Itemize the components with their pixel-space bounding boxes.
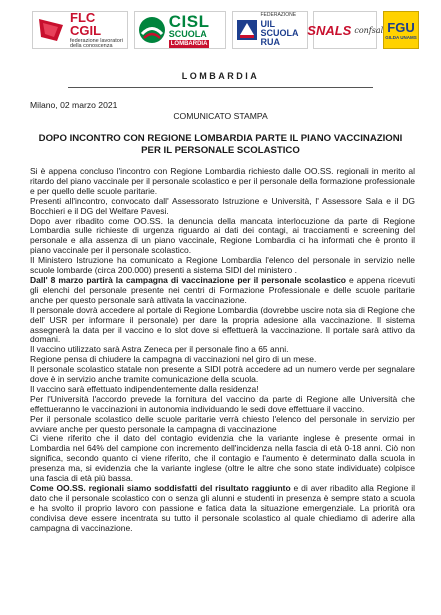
headline: [26, 133, 415, 156]
snals-logo: [307, 11, 384, 49]
paragraph: Il personale scolastico statale non presente a SIDI potrà accedere ad un numero verde per segnalare dove è in servizio anche tramite comunicazione della scuola.: [30, 364, 415, 385]
uil-shield-icon: [236, 19, 258, 41]
paragraph: Il personale dovrà accedere al portale di Regione Lombardia (dovrebbe uscire nota sia di Regione che dell' USR per informare il personale) per dare la propria adesione alla vaccinazione. Il sistema assegnerà la data per il vaccino e lo slot dove si effettuerà la vaccinazione. Il portale sarà attivo da domani.: [30, 304, 415, 345]
headline-line-2: PER IL PERSONALE SCOLASTICO: [141, 144, 300, 156]
uil-scuola-logo: [232, 11, 308, 49]
paragraph: Per il personale scolastico delle scuole paritarie verrà chiesto l'elenco del personale in servizio per avviare anche per questo personale la campagna di vaccinazione: [30, 413, 415, 434]
headline-line-1: DOPO INCONTRO CON REGIONE LOMBARDIA PARTE IL PIANO VACCINAZIONI: [38, 133, 403, 144]
gilda-sub: GILDA UNAMS: [385, 35, 417, 40]
cisl-name: CISL: [168, 11, 210, 31]
press-release-label: COMUNICATO STAMPA: [173, 111, 268, 121]
uil-top: FEDERAZIONE: [260, 12, 297, 18]
paragraph: Presenti all'incontro, convocato dall' Assessorato Istruzione e Università, l' Assessore Sala e il DG Bocchieri e il DG del Welfare Pavesi.: [30, 195, 415, 216]
cisl-scuola-logo: [134, 11, 226, 49]
flc-tagline: federazione lavoratori della conoscenza: [70, 37, 123, 49]
paragraph: Si è appena concluso l'incontro con Regione Lombardia richiesto dalle OO.SS. regionali in merito al ritardo del piano vaccinale per il personale scolastico e per il personale della formazione professionale e per quello delle scuole paritarie.: [30, 166, 415, 196]
gilda-logo: [383, 11, 419, 49]
flc-name: FLC CGIL: [70, 9, 102, 38]
paragraph-bold: Come OO.SS. regionali siamo soddisfatti del risultato raggiunto: [30, 483, 291, 493]
paragraph: Ci viene riferito che il dato del contagio evidenzia che la variante inglese è presente ormai in Lombardia nel 64% del campione con incremento dell'incidenza nella fascia di età 0-18 anni. Ciò non significa, secondo quanto ci viene riferito, che il contagio e l'aumento è determinato dalla scuola in presenza ma, si evidenzia che la variante inglese (oltre le altre che sono state individuate) colpisce una fascia di età più bassa.: [30, 433, 415, 484]
paragraph: [30, 276, 415, 306]
header-divider: [68, 87, 373, 88]
paragraph-bold: Dall' 8 marzo partirà la campagna di vaccinazione per il personale scolastico: [30, 274, 346, 285]
paragraph: Il vaccino utilizzato sarà Astra Zeneca per il personale fino a 65 anni.: [30, 344, 289, 355]
snals-name: SNALS: [307, 22, 352, 38]
body-text: [30, 167, 415, 534]
logo-row: [32, 8, 419, 52]
paragraph: Dopo aver ribadito come OO.SS. la denuncia della mancata interlocuzione da parte di Regione Lombardia sulle richieste di urgenza riguardo ai dati dei contagi, ai tracciamenti e screening del personale e alla assenza di un piano vaccinale, Regione Lombardia ci ha informati che è pronto il piano vaccinale per il personale scolastico.: [30, 215, 415, 256]
snals-sub: confsal: [354, 25, 384, 35]
paragraph: Regione pensa di chiudere la campagna di vaccinazioni nel giro di un mese.: [30, 354, 317, 365]
paragraph: Il vaccino sarà effettuato indipendentemente dalla residenza!: [30, 383, 259, 394]
dateline: Milano, 02 marzo 2021: [30, 100, 118, 110]
region-title: LOMBARDIA: [181, 71, 260, 81]
paragraph: [30, 484, 415, 534]
cisl-line3: LOMBARDIA: [169, 40, 210, 48]
paragraph: Il Ministero Istruzione ha comunicato a Regione Lombardia l'elenco del personale in servizio nelle scuole lombarde (circa 200.000) presenti a sistema SIDI del ministero .: [30, 255, 415, 276]
paragraph-rest: e appena ricevuti gli elenchi del personale presente nei centri di Formazione Professionale e delle scuole paritarie anche per questo personale sarà attivata la vaccinazione.: [30, 274, 415, 305]
paragraph: Per l'Università l'accordo prevede la fornitura del vaccino da parte di Regione alle Università che effettueranno le vaccinazioni in autonomia individuando le sedi dove effettuare il vaccino.: [30, 393, 415, 414]
gilda-name: FGU: [387, 20, 415, 35]
paragraph-rest: e di aver ribadito alla Regione il dato che il personale scolastico con o senza gli alunni e studenti in presenza è sempre stato a scuola e ha svolto il proprio lavoro con passione e fatica data la situazione emergenziale. La priorità ora condivisa deve essere incentrata su tutto il personale scolastico al quale chiediamo di aderire alla campagna di vaccinazione.: [30, 483, 415, 533]
flc-flag-icon: [36, 15, 66, 45]
cisl-emblem-icon: [137, 15, 167, 45]
cisl-line2: SCUOLA: [168, 28, 207, 39]
uil-name: UIL SCUOLA RUA: [260, 19, 299, 47]
flc-cgil-logo: [32, 11, 128, 49]
